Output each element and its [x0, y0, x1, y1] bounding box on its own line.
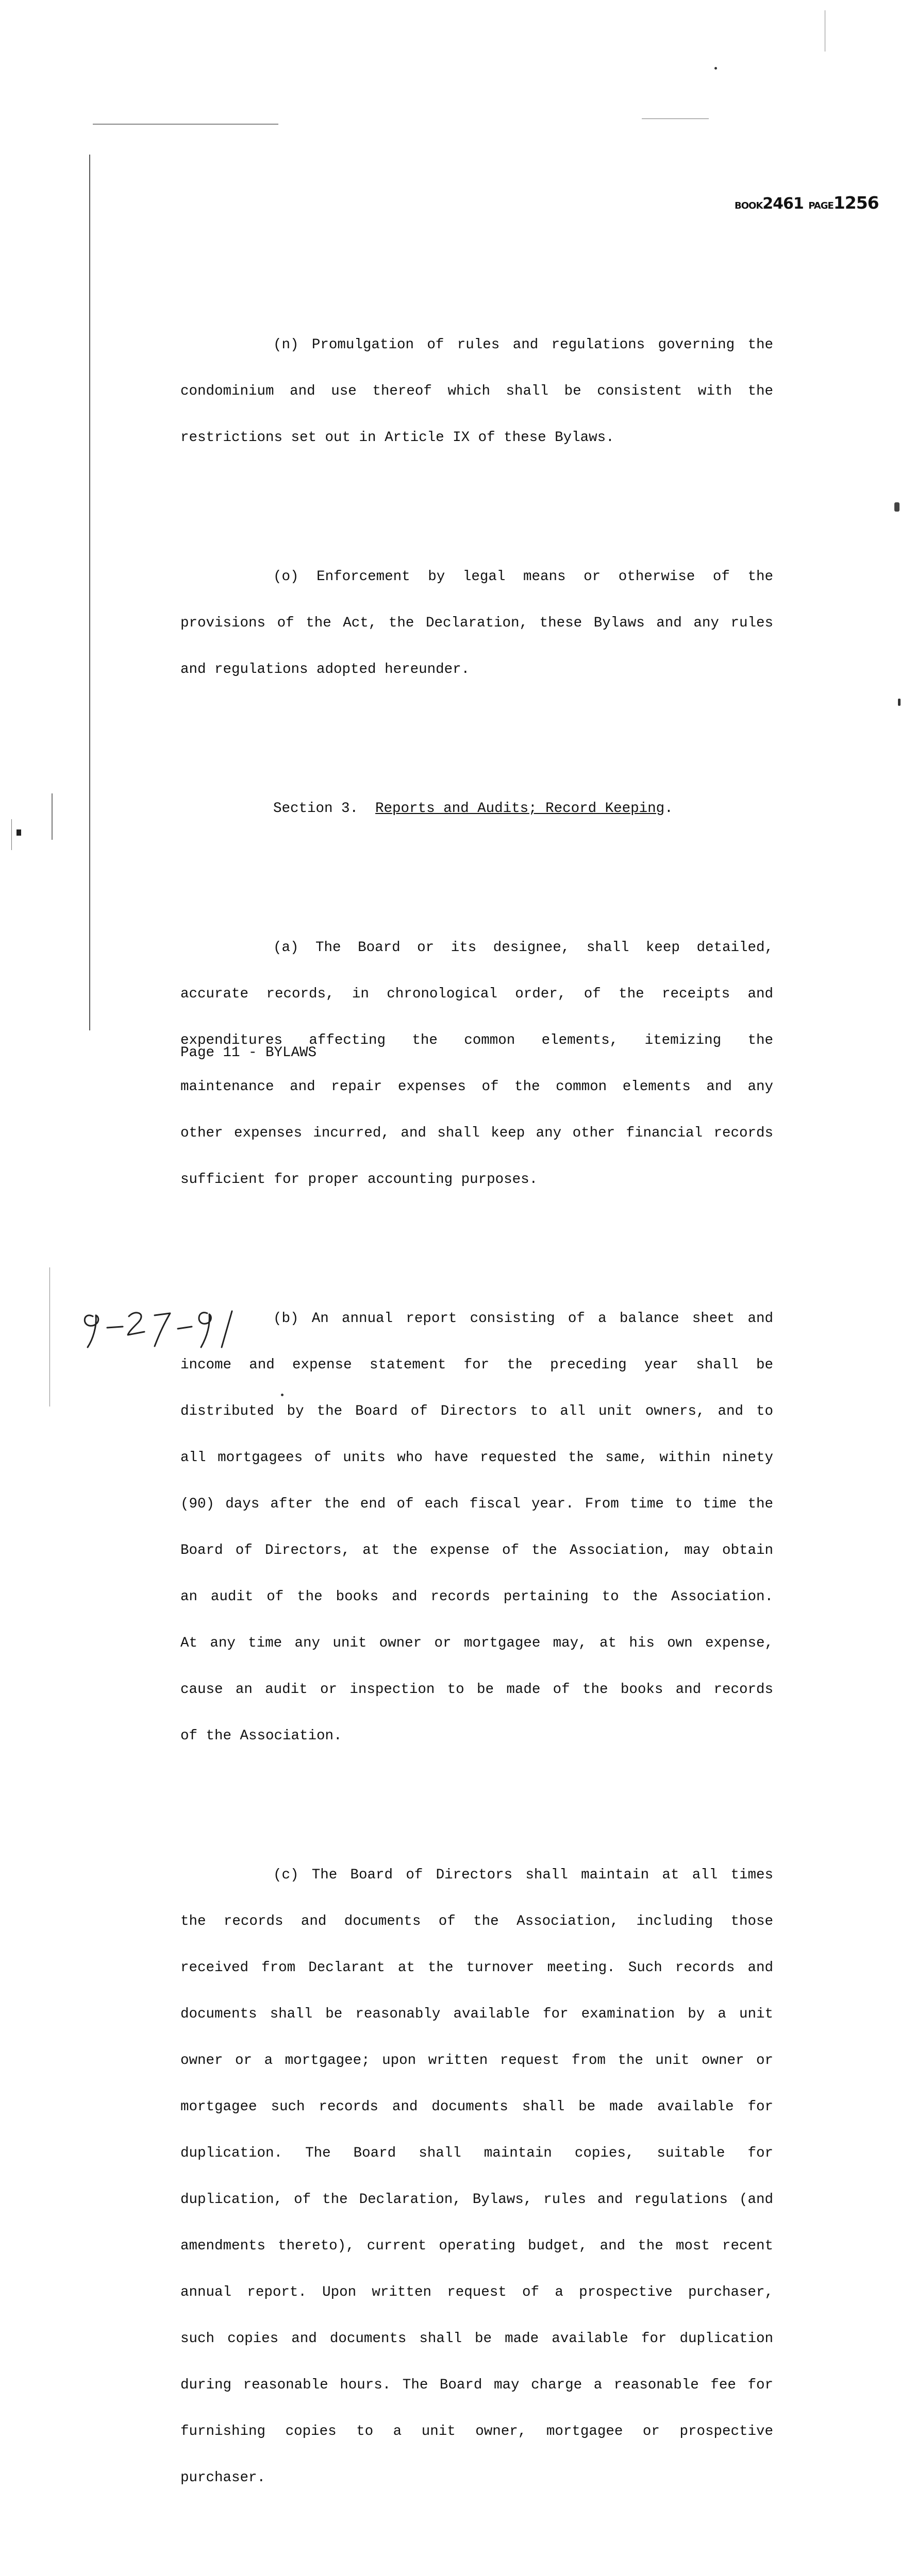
scan-edge-line	[89, 155, 90, 1030]
text-line: At any time any unit owner or mortgagee may, at his own expense,	[180, 1635, 773, 1651]
scan-edge-line	[16, 829, 21, 836]
text-line: cause an audit or inspection to be made of the books and records	[180, 1682, 773, 1698]
text-line: (n) Promulgation of rules and regulations governing the	[273, 337, 773, 353]
scan-edge-line	[52, 793, 53, 840]
text-line: expenditures affecting the common elements, itemizing the	[180, 1032, 773, 1048]
text-line: and regulations adopted hereunder.	[180, 662, 470, 677]
text-line: mortgagee such records and documents shall be made available for	[180, 2099, 773, 2115]
paragraph-a	[180, 909, 773, 1218]
text-line: of the Association.	[180, 1728, 342, 1744]
text-line: condominium and use thereof which shall be consistent with the	[180, 383, 773, 399]
text-line: an audit of the books and records pertaining to the Association.	[180, 1589, 773, 1605]
text-line: owner or a mortgagee; upon written request from the unit owner or	[180, 2053, 773, 2069]
section-title: Reports and Audits; Record Keeping	[375, 801, 665, 817]
text-line: maintenance and repair expenses of the common elements and any	[180, 1079, 773, 1095]
scan-speck	[894, 502, 900, 512]
text-line: purchaser.	[180, 2470, 266, 2486]
scan-speck	[714, 67, 717, 70]
text-line: income and expense statement for the preceding year shall be	[180, 1357, 773, 1373]
text-line: duplication, of the Declaration, Bylaws, rules and regulations (and	[180, 2192, 773, 2208]
section-title-end: .	[664, 801, 673, 817]
text-line: annual report. Upon written request of a prospective purchaser,	[180, 2284, 773, 2300]
paragraph-o	[180, 538, 773, 708]
scan-edge-line	[11, 819, 12, 850]
page-label: PAGE	[808, 200, 834, 211]
text-line: provisions of the Act, the Declaration, these Bylaws and any rules	[180, 615, 773, 631]
text-line: (b) An annual report consisting of a balance sheet and	[273, 1311, 773, 1327]
scan-speck	[898, 699, 901, 706]
text-line: accurate records, in chronological order, of the receipts and	[180, 986, 773, 1002]
paragraph-n	[180, 307, 773, 477]
text-line: sufficient for proper accounting purposes.	[180, 1172, 538, 1188]
text-line: other expenses incurred, and shall keep any other financial records	[180, 1125, 773, 1141]
book-label: BOOK	[735, 200, 763, 211]
text-line: furnishing copies to a unit owner, mortgagee or prospective	[180, 2424, 773, 2439]
scan-edge-line	[642, 118, 709, 119]
text-line: distributed by the Board of Directors to all unit owners, and to	[180, 1403, 773, 1419]
paragraph-b	[180, 1280, 773, 1775]
text-line: (c) The Board of Directors shall maintain at all times	[273, 1867, 773, 1883]
handwritten-date	[77, 1296, 242, 1352]
document-body	[180, 260, 773, 2576]
text-line: (o) Enforcement by legal means or otherwise of the	[273, 569, 773, 585]
scan-edge-line	[93, 124, 278, 125]
page-number: 1256	[833, 193, 879, 213]
text-line: during reasonable hours. The Board may charge a reasonable fee for	[180, 2377, 773, 2393]
text-line: (90) days after the end of each fiscal year. From time to time the	[180, 1496, 773, 1512]
text-line: documents shall be reasonably available for examination by a unit	[180, 2006, 773, 2022]
section-3-heading	[180, 770, 773, 848]
scan-edge-line	[49, 1267, 50, 1406]
text-line: the records and documents of the Association, including those	[180, 1913, 773, 1929]
text-line: amendments thereto), current operating budget, and the most recent	[180, 2238, 773, 2254]
book-page-stamp	[735, 193, 889, 213]
text-line: all mortgagees of units who have requested the same, within ninety	[180, 1450, 773, 1466]
handwritten-date-drawing	[77, 1296, 242, 1352]
paragraph-c	[180, 1837, 773, 2517]
text-line: restrictions set out in Article IX of these Bylaws.	[180, 430, 614, 446]
text-line: (a) The Board or its designee, shall keep detailed,	[273, 940, 773, 956]
book-number: 2461	[762, 195, 804, 213]
text-line: duplication. The Board shall maintain copies, suitable for	[180, 2145, 773, 2161]
text-line: such copies and documents shall be made available for duplication	[180, 2331, 773, 2347]
text-line: Board of Directors, at the expense of the Association, may obtain	[180, 1543, 773, 1558]
section-label: Section 3.	[273, 801, 359, 817]
page-footer: Page 11 - BYLAWS	[180, 1045, 317, 1061]
text-line: received from Declarant at the turnover meeting. Such records and	[180, 1960, 773, 1976]
